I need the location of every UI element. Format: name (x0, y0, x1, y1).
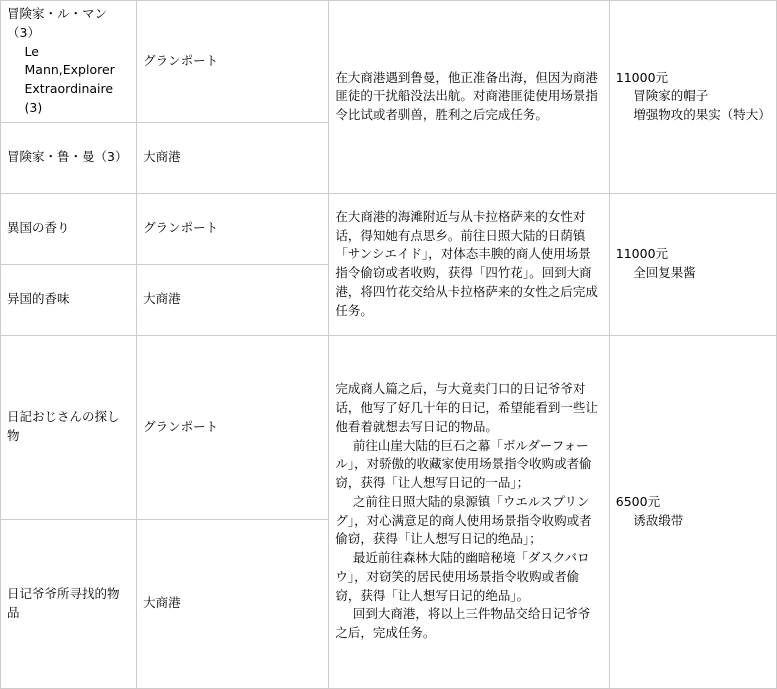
quest-description-line: 回到大商港，将以上三件物品交给日记爷爷之后，完成任务。 (335, 606, 591, 640)
quest-description-cell (329, 335, 609, 688)
quest-name-cn: 冒険家・鲁・曼（3） (7, 149, 128, 165)
quest-description-line: 前往山崖大陆的巨石之幕「ボルダーフォール」，对骄傲的收藏家使用场景指令收购或者偷窃，获得「让人想写日记的一品」； (335, 437, 592, 490)
quest-name-jp-cell (1, 335, 137, 519)
quest-name-cn-cell (1, 122, 137, 193)
quest-name-jp-cell (1, 1, 137, 123)
quest-city-jp: グランポート (143, 418, 219, 434)
quest-city-jp-cell (137, 1, 329, 123)
table-row (1, 193, 777, 264)
quest-name-cn-cell (1, 264, 137, 335)
quest-reward-item: 全回复果酱 (633, 265, 696, 280)
quest-reward-cell (609, 335, 776, 688)
quest-city-jp-cell (137, 335, 329, 519)
quest-name-jp: 異国の香り (7, 220, 70, 236)
quest-name-jp-sub: Le Mann,Explorer Extraordinaire (3) (24, 43, 115, 115)
quest-name-jp-cell (1, 193, 137, 264)
quest-reward-cell (609, 193, 776, 335)
quest-description-line: 最近前往森林大陆的幽暗秘境「ダスクバロウ」，对窃笑的居民使用场景指令收购或者偷窃，获得「让人想写日记的绝品」。 (335, 550, 590, 603)
quest-description-line: 在大商港的海滩附近与从卡拉格萨来的女性对话，得知她有点思乡。前往日照大陆的日荫镇「サンシエイド」，对体态丰腴的商人使用场景指令偷窃或者收购，获得「四竹花」。回到大商港，将四竹花交给从卡拉格萨来的女性之后完成任务。 (335, 208, 598, 318)
table-row (1, 1, 777, 123)
quest-city-cn-cell (137, 122, 329, 193)
quest-description-line: 完成商人篇之后，与大竟卖门口的日记爷爷对话，他写了好几十年的日记，希望能看到一些让他看着就想去写日记的物品。 (335, 381, 598, 434)
quest-name-jp: 冒険家・ル・マン（3） (7, 6, 108, 40)
quest-reward-amount: 11000元 (615, 246, 669, 262)
quest-city-cn: 大商港 (143, 149, 181, 165)
table-row (1, 335, 777, 519)
quest-description-line: 之前往日照大陆的泉源镇「ウエルスプリング」，对心满意足的商人使用场景指令收购或者偷窃，获得「让人想写日记的绝品」； (335, 493, 592, 547)
quest-name-cn: 日记爷爷所寻找的物品 (7, 585, 120, 620)
quest-city-jp: グランポート (143, 220, 219, 236)
quest-reward-item: 诱敌缎带 (633, 512, 684, 528)
quest-name-cn-cell (1, 519, 137, 688)
quest-name-cn: 异国的香味 (7, 291, 70, 307)
quest-city-cn: 大商港 (143, 291, 181, 307)
quest-reward-amount: 11000元 (615, 69, 669, 85)
quest-description-cell (329, 1, 609, 194)
quest-description-cell (329, 193, 609, 335)
quest-reward-item: 冒険家的帽子 (633, 88, 709, 104)
quest-city-cn-cell (137, 519, 329, 688)
quest-city-cn: 大商港 (143, 595, 181, 611)
quest-city-jp-cell (137, 193, 329, 264)
quest-name-jp: 日記おじさんの探し物 (7, 409, 120, 443)
quest-city-cn-cell (137, 264, 329, 335)
quest-reward-cell (609, 1, 776, 194)
quest-reward-amount: 6500元 (615, 493, 661, 509)
quest-reward-item: 増强物攻的果实（特大） (633, 107, 771, 123)
quest-city-jp: グランポート (143, 52, 219, 68)
quest-description-line: 在大商港遇到鲁曼，他正准备出海，但因为商港匪徒的干扰船没法出航。对商港匪徒使用场景指令比试或者驯兽，胜利之后完成任务。 (335, 69, 598, 123)
